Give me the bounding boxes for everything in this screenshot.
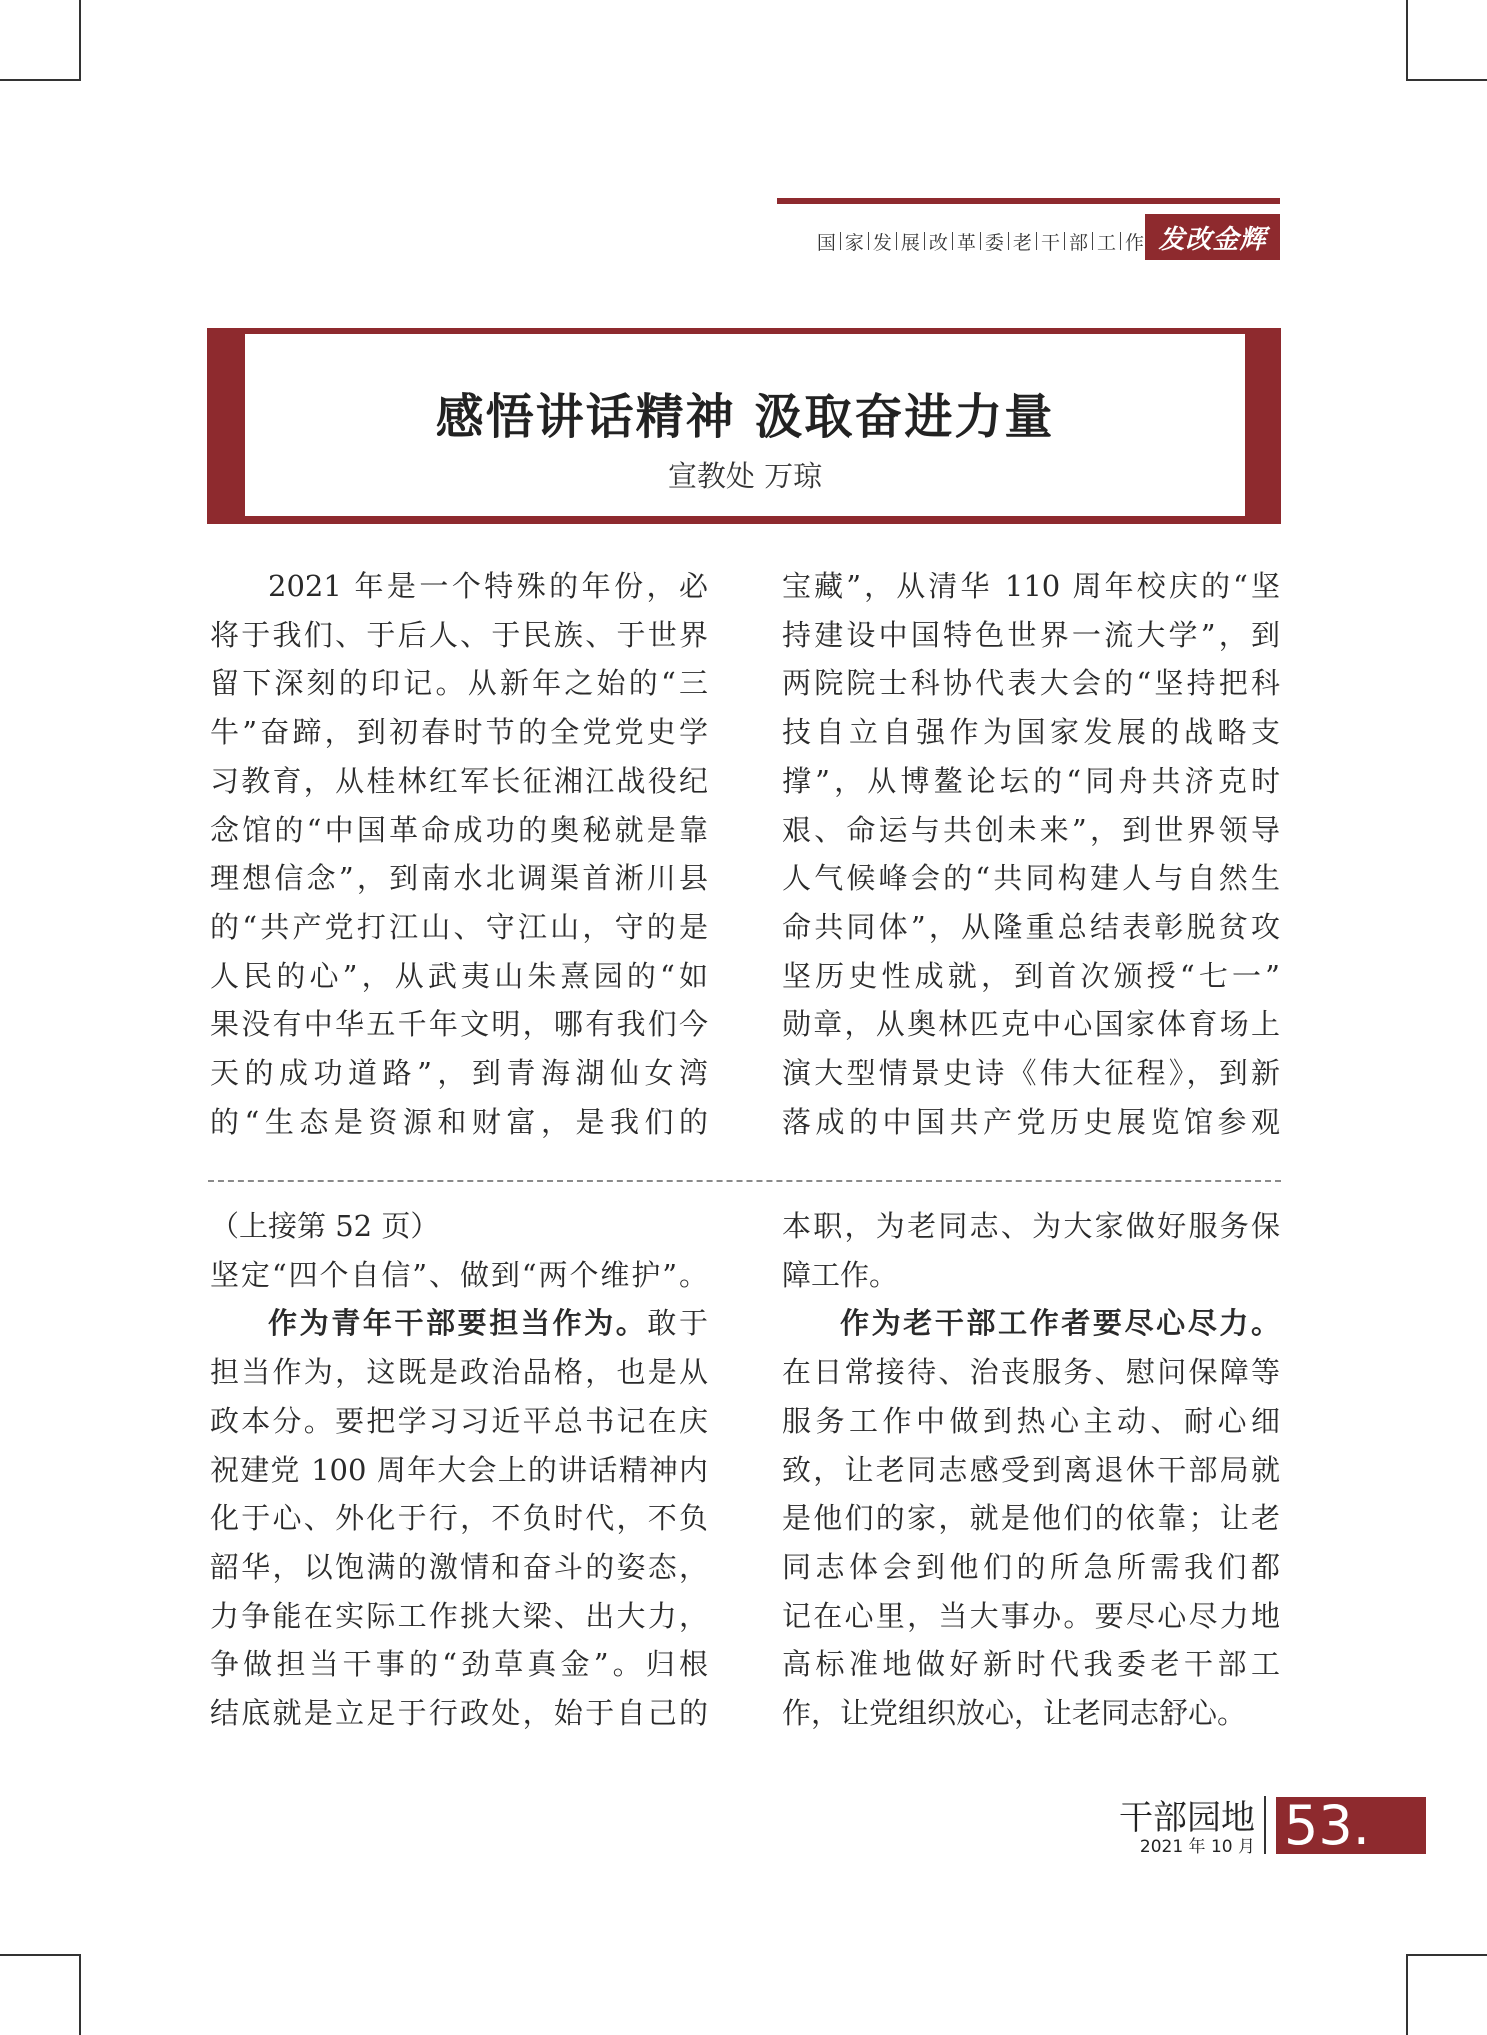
header-char: 部 [1068, 231, 1088, 254]
text-line: 勋章，从奥林匹克中心国家体育场上 [782, 1007, 1280, 1042]
text-line: 韶华，以饱满的激情和奋斗的姿态， [210, 1549, 708, 1584]
header-char: 干 [1040, 231, 1060, 254]
text-line: 同志体会到他们的所急所需我们都 [782, 1549, 1280, 1584]
paragraph-heading: 作为老干部工作者要尽心尽力。 [840, 1306, 1280, 1341]
header-char: 老 [1012, 231, 1032, 254]
footer-date: 2021 年 10 月 [1139, 1837, 1255, 1857]
text-line: 牛”奋蹄，到初春时节的全党党史学 [210, 715, 708, 750]
footer-separator [1264, 1796, 1266, 1854]
text-line: 两院院士科协代表大会的“坚持把科 [782, 666, 1280, 701]
text-line: 祝建党 100 周年大会上的讲话精神内 [210, 1452, 708, 1487]
text-line: 撑”，从博鳌论坛的“同舟共济克时 [782, 763, 1280, 798]
header-char: 工 [1096, 231, 1116, 254]
column-top-right [782, 562, 1280, 1146]
text-line: 争做担当干事的“劲草真金”。归根 [210, 1647, 708, 1682]
header-char: 改 [928, 231, 948, 254]
text-line: 念馆的“中国革命成功的奥秘就是靠 [210, 812, 708, 847]
crop-mark [1406, 1954, 1487, 1956]
column-badge: 发改金辉 [1145, 214, 1280, 260]
header-char: 家 [844, 231, 864, 254]
paragraph-heading: 作为青年干部要担当作为。 [268, 1306, 648, 1341]
text-run: 敢于 [647, 1306, 708, 1341]
text-line: 坚历史性成就，到首次颁授“七一” [782, 958, 1280, 993]
header-char: 委 [984, 231, 1004, 254]
header-char: 作 [1124, 231, 1144, 254]
crop-mark [79, 0, 81, 81]
text-line: 宝藏”，从清华 110 周年校庆的“坚 [782, 569, 1280, 603]
article-author: 宣教处 万琼 [667, 459, 823, 493]
text-line: 持建设中国特色世界一流大学”，到 [782, 617, 1280, 652]
article-title: 感悟讲话精神 汲取奋进力量 [435, 389, 1055, 445]
crop-mark [1406, 1954, 1408, 2035]
text-line: 障工作。 [782, 1257, 899, 1292]
text-line: 将于我们、于后人、于民族、于世界 [210, 617, 708, 652]
text-line: 高标准地做好新时代我委老干部工 [782, 1647, 1280, 1682]
title-box [207, 328, 1281, 524]
text-line: 政本分。要把学习习近平总书记在庆 [210, 1403, 708, 1438]
column-bottom-left [210, 1202, 708, 1738]
text-line: 的“生态是资源和财富，是我们的 [210, 1104, 708, 1139]
title-panel [245, 334, 1245, 516]
crop-mark [0, 79, 81, 81]
text-line: 化于心、外化于行，不负时代，不负 [210, 1501, 708, 1536]
text-line: 天的成功道路”，到青海湖仙女湾 [210, 1056, 708, 1091]
text-line: 习教育，从桂林红军长征湘江战役纪 [210, 763, 708, 798]
text-line: 在日常接待、治丧服务、慰问保障等 [782, 1355, 1280, 1390]
crop-mark [0, 1954, 81, 1956]
text-line: 服务工作中做到热心主动、耐心细 [782, 1403, 1280, 1438]
text-line: 坚定“四个自信”、做到“两个维护”。 [210, 1257, 708, 1292]
text-line: 本职，为老同志、为大家做好服务保 [782, 1209, 1280, 1243]
text-line: 担当作为，这既是政治品格，也是从 [210, 1355, 708, 1390]
text-line: 作，让党组织放心，让老同志舒心。 [782, 1696, 1247, 1731]
crop-mark [1406, 79, 1487, 81]
header-char: 国 [816, 231, 836, 254]
text-line: 技自立自强作为国家发展的战略支 [782, 715, 1280, 750]
text-line: 力争能在实际工作挑大梁、出大力， [210, 1598, 708, 1633]
text-line: 人民的心”，从武夷山朱熹园的“如 [210, 958, 708, 993]
footer-section-title: 干部园地 [1119, 1798, 1255, 1838]
header-char: 展 [900, 231, 920, 254]
paragraph-start [210, 1299, 708, 1348]
text-line: 是他们的家，就是他们的依靠；让老 [782, 1501, 1280, 1536]
column-bottom-right [782, 1202, 1280, 1738]
text-line: 艰、命运与共创未来”，到世界领导 [782, 812, 1280, 847]
section-divider [208, 1180, 1281, 1182]
text-line: 演大型情景史诗《伟大征程》，到新 [782, 1056, 1280, 1091]
crop-mark [79, 1954, 81, 2035]
crop-mark [1406, 0, 1408, 81]
header-section-label [770, 226, 1144, 256]
text-line: 留下深刻的印记。从新年之始的“三 [210, 666, 708, 701]
continued-note: （上接第 52 页） [210, 1209, 440, 1243]
text-line: 理想信念”，到南水北调渠首淅川县 [210, 861, 708, 896]
header-char: 革 [956, 231, 976, 254]
text-line: 果没有中华五千年文明，哪有我们今 [210, 1007, 708, 1042]
text-line: 记在心里，当大事办。要尽心尽力地 [782, 1598, 1280, 1633]
text-line: 致，让老同志感受到离退休干部局就 [782, 1452, 1280, 1487]
text-line: 落成的中国共产党历史展览馆参观 [782, 1104, 1280, 1139]
text-line: 人气候峰会的“共同构建人与自然生 [782, 861, 1280, 896]
page-number: 53. [1276, 1797, 1426, 1854]
text-line: 命共同体”，从隆重总结表彰脱贫攻 [782, 909, 1280, 944]
header-rule [777, 198, 1280, 204]
header-char: 发 [872, 231, 892, 254]
text-line: 的“共产党打江山、守江山，守的是 [210, 909, 708, 944]
column-top-left [210, 562, 708, 1146]
text-line: 结底就是立足于行政处，始于自己的 [210, 1696, 708, 1731]
text-line: 2021 年是一个特殊的年份，必 [268, 569, 708, 603]
